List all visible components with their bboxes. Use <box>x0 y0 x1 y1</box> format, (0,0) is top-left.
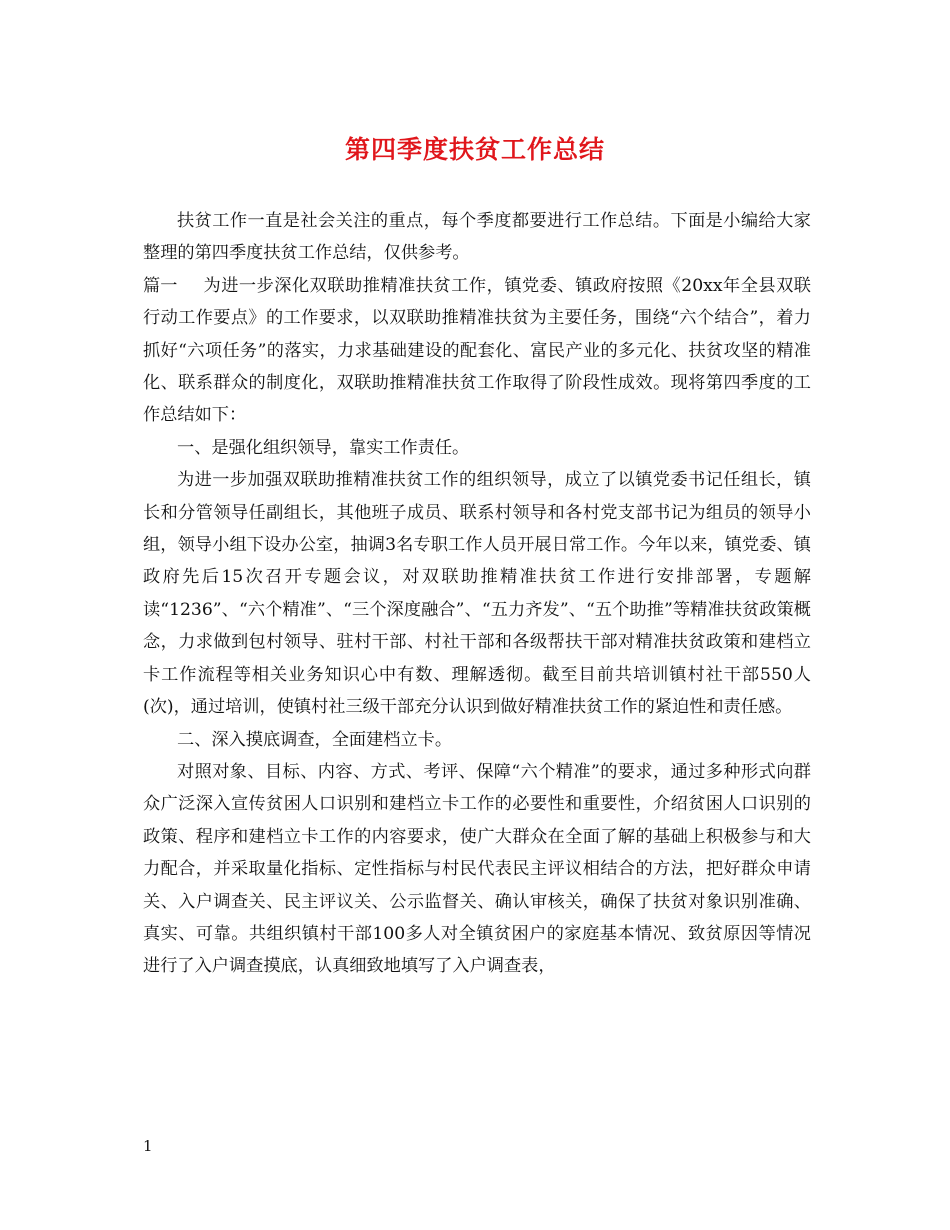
section1-paragraph: 为进一步加强双联助推精准扶贫工作的组织领导，成立了以镇党委书记任组长，镇长和分管领导任副组长，其他班子成员、联系村领导和各村党支部书记为组员的领导小组，领导小组下设办公室，抽调3名专职工作人员开展日常工作。今年以来，镇党委、镇政府先后15次召开专题会议，对双联助推精准扶贫工作进行安排部署，专题解读“1236”、“六个精准”、“三个深度融合”、“五力齐发”、“五个助推”等精准扶贫政策概念，力求做到包村领导、驻村干部、村社干部和各级帮扶干部对精准扶贫政策和建档立卡工作流程等相关业务知识心中有数、理解透彻。截至目前共培训镇村社干部550人(次)，通过培训，使镇村社三级干部充分认识到做好精准扶贫工作的紧迫性和责任感。 <box>143 470 811 718</box>
document-body <box>143 205 811 983</box>
article-label: 篇一 <box>143 275 178 296</box>
section2-paragraph: 对照对象、目标、内容、方式、考评、保障“六个精准”的要求，通过多种形式向群众广泛深入宣传贫困人口识别和建档立卡工作的必要性和重要性，介绍贫困人口识别的政策、程序和建档立卡工作的内容要求，使广大群众在全面了解的基础上积极参与和大力配合，并采取量化指标、定性指标与村民代表民主评议相结合的方法，把好群众申请关、入户调查关、民主评议关、公示监督关、确认审核关，确保了扶贫对象识别准确、真实、可靠。共组织镇村干部100多人对全镇贫困户的家庭基本情况、致贫原因等情况进行了入户调查摸底，认真细致地填写了入户调查表， <box>143 761 811 977</box>
section2-heading: 二、深入摸底调查，全面建档立卡。 <box>177 729 453 750</box>
intro-paragraph: 扶贫工作一直是社会关注的重点，每个季度都要进行工作总结。下面是小编给大家整理的第四季度扶贫工作总结，仅供参考。 <box>143 211 811 264</box>
section1-heading: 一、是强化组织领导，靠实工作责任。 <box>177 437 470 458</box>
article-lead-paragraph <box>143 270 811 432</box>
document-title: 第四季度扶贫工作总结 <box>344 135 605 164</box>
page-number: 1 <box>143 1137 153 1155</box>
article-lead-text: 为进一步深化双联助推精准扶贫工作，镇党委、镇政府按照《20xx年全县双联行动工作要点》的工作要求，以双联助推精准扶贫为主要任务，围绕“六个结合”，着力抓好“六项任务”的落实，力求基础建设的配套化、富民产业的多元化、扶贫攻坚的精准化、联系群众的制度化，双联助推精准扶贫工作取得了阶段性成效。现将第四季度的工作总结如下： <box>143 275 811 426</box>
